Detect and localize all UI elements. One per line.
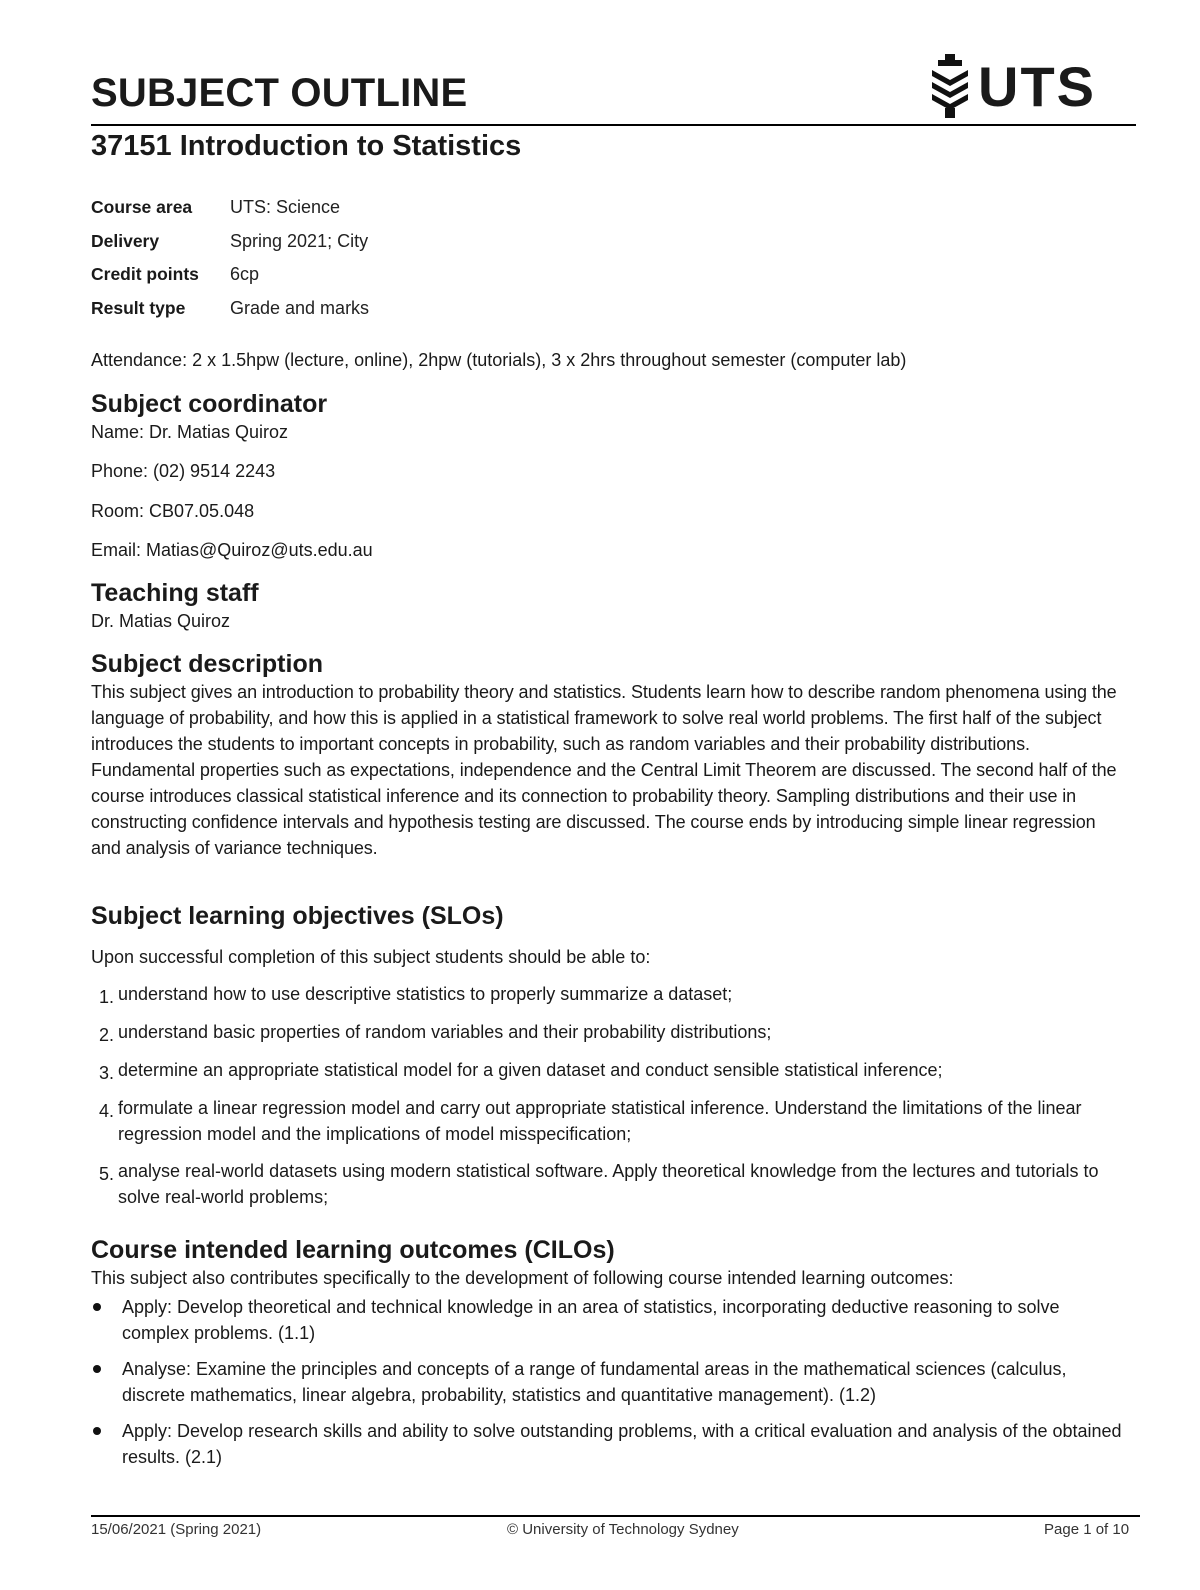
list-item-text: analyse real-world datasets using modern statistical software. Apply theoretical knowledge from the lectures and tutorials to solve real-world problems; (118, 1161, 1099, 1207)
cilo-heading: Course intended learning outcomes (CILOs) (91, 1236, 615, 1264)
teaching-staff-name: Dr. Matias Quiroz (91, 611, 231, 631)
bullet-icon (93, 1365, 101, 1373)
footer-page-number: Page 1 of 10 (1044, 1521, 1130, 1538)
list-item-text: understand how to use descriptive statistics to properly summarize a dataset; (118, 984, 733, 1004)
coordinator-name: Name: Dr. Matias Quiroz (91, 422, 289, 442)
footer-copyright: © University of Technology Sydney (507, 1521, 739, 1538)
meta-row-credit-points (91, 260, 369, 294)
subject-title: 37151 Introduction to Statistics (91, 130, 522, 162)
list-item (91, 1095, 1131, 1147)
bullet-icon (93, 1303, 101, 1311)
attendance-text: Attendance: 2 x 1.5hpw (lecture, online), 2hpw (tutorials), 3 x 2hrs throughout semester (computer lab) (91, 350, 907, 370)
list-item-text: Apply: Develop research skills and ability to solve outstanding problems, with a critical evaluation and analysis of the obtained results. (2.1) (122, 1421, 1122, 1467)
meta-label: Course area (91, 197, 193, 217)
footer-date: 15/06/2021 (Spring 2021) (91, 1521, 262, 1538)
list-item-text: determine an appropriate statistical model for a given dataset and conduct sensible statistical inference; (118, 1060, 943, 1080)
meta-value: Spring 2021; City (230, 230, 369, 251)
meta-value: UTS: Science (230, 197, 341, 217)
meta-row-result-type (91, 294, 369, 328)
bullet-icon (93, 1427, 101, 1435)
list-item-text: understand basic properties of random variables and their probability distributions; (118, 1022, 772, 1042)
description-heading: Subject description (91, 650, 323, 678)
document-title: SUBJECT OUTLINE (91, 71, 468, 115)
cilo-list (91, 1294, 1131, 1480)
meta-value: Grade and marks (230, 297, 370, 318)
list-item (91, 981, 1131, 1007)
list-item-text: Apply: Develop theoretical and technical knowledge in an area of statistics, incorporating deductive reasoning to solve complex problems. (1.1) (122, 1297, 1060, 1343)
list-item (91, 1158, 1131, 1210)
coordinator-email: Email: Matias@Quiroz@uts.edu.au (91, 540, 373, 560)
description-text: This subject gives an introduction to probability theory and statistics. Students learn how to describe random phenomena using the language of probability, and how this is applied in a statistical framework to solve real world problems. The first half of the subject introduces the students to important concepts in probability, such as random variables and their probability distributions. Fundamental properties such as expectations, independence and the Central Limit Theorem are discussed. The second half of the course introduces classical statistical inference and its connection to probability theory. Sampling distributions and their use in constructing confidence intervals and hypothesis testing are discussed. The course ends by introducing simple linear regression and analysis of variance techniques. (91, 682, 1117, 858)
list-item-text: formulate a linear regression model and carry out appropriate statistical inference. Understand the limitations of the linear regression model and the implications of model misspecification; (118, 1098, 1082, 1144)
coordinator-room: Room: CB07.05.048 (91, 501, 255, 521)
uts-logo (928, 52, 1098, 122)
header-divider (91, 124, 1136, 126)
cilo-intro: This subject also contributes specifically to the development of following course intended learning outcomes: (91, 1268, 954, 1288)
list-item (91, 1057, 1131, 1083)
meta-row-course-area (91, 193, 369, 227)
meta-label: Credit points (91, 264, 199, 284)
list-item (91, 1294, 1131, 1346)
slo-intro: Upon successful completion of this subject students should be able to: (91, 947, 651, 967)
footer-divider (91, 1515, 1140, 1517)
list-number: 1. (99, 987, 115, 1007)
list-item (91, 1356, 1131, 1408)
meta-row-delivery (91, 227, 369, 261)
subject-meta-table (91, 193, 369, 327)
meta-value: 6cp (230, 264, 260, 284)
list-item (91, 1019, 1131, 1045)
list-item (91, 1418, 1131, 1470)
meta-label: Result type (91, 297, 186, 318)
list-item-text: Analyse: Examine the principles and concepts of a range of fundamental areas in the mathematical sciences (calculus, discrete mathematics, linear algebra, probability, statistics and quantitative management). (1.2) (122, 1359, 1067, 1405)
coordinator-phone: Phone: (02) 9514 2243 (91, 461, 276, 481)
list-number: 4. (99, 1101, 115, 1121)
coordinator-heading: Subject coordinator (91, 390, 328, 418)
slo-heading: Subject learning objectives (SLOs) (91, 902, 504, 930)
list-number: 2. (99, 1025, 115, 1045)
list-number: 3. (99, 1063, 115, 1083)
meta-label: Delivery (91, 230, 160, 251)
logo-wordmark: UTS (978, 55, 1096, 118)
slo-list (91, 981, 1131, 1210)
uts-crest-icon (928, 52, 972, 122)
list-number: 5. (99, 1164, 115, 1184)
teaching-staff-heading: Teaching staff (91, 579, 259, 607)
